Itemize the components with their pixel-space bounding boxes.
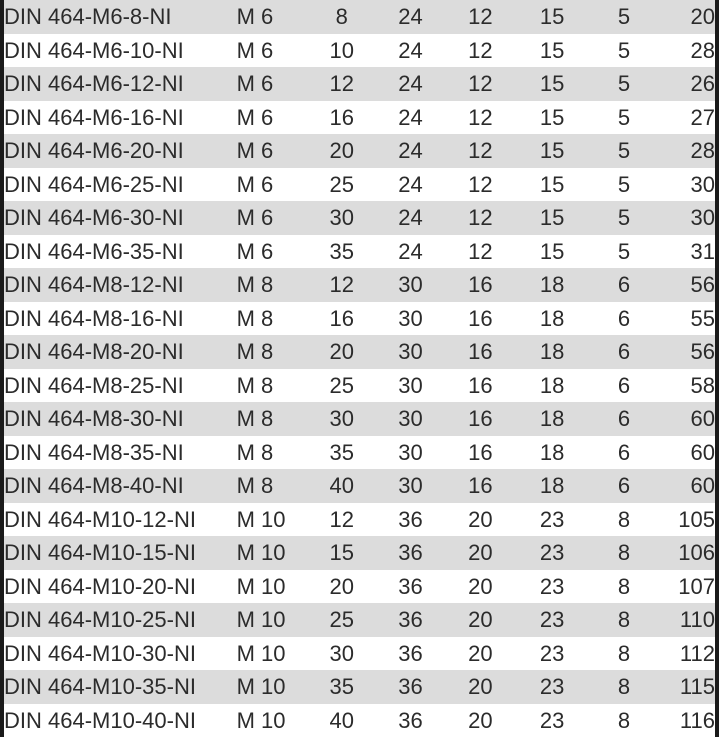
table-cell: 16 xyxy=(468,339,493,364)
table-cell: 8 xyxy=(617,707,631,733)
table-row xyxy=(4,268,715,302)
part-number-cell: DIN 464-M6-30-NI xyxy=(4,205,184,230)
table-cell: 16 xyxy=(329,104,355,130)
table-cell: 20 xyxy=(329,138,355,163)
table-cell: 30 xyxy=(398,372,423,398)
table-cell: 12 xyxy=(468,71,493,96)
table-cell: M 6 xyxy=(236,238,274,264)
table-cell: M 10 xyxy=(236,707,286,733)
table-cell: 8 xyxy=(617,640,631,666)
table-cell: 6 xyxy=(617,339,631,364)
table-cell: 30 xyxy=(690,205,715,230)
table-cell: 6 xyxy=(617,473,631,498)
part-number-cell: DIN 464-M6-10-NI xyxy=(4,37,184,63)
table-cell: 8 xyxy=(617,674,631,699)
part-number-cell: DIN 464-M6-25-NI xyxy=(4,171,184,197)
table-cell: 5 xyxy=(617,37,631,63)
table-row xyxy=(4,168,715,202)
table-row xyxy=(4,469,715,503)
table-cell: 12 xyxy=(468,205,493,230)
table-cell: 24 xyxy=(398,4,423,29)
part-number-cell: DIN 464-M6-12-NI xyxy=(4,71,184,96)
table-cell: 12 xyxy=(468,138,493,163)
table-cell: 24 xyxy=(398,238,423,264)
table-row xyxy=(4,536,715,570)
table-cell: 25 xyxy=(329,607,355,632)
table-cell: M 10 xyxy=(236,674,286,699)
table-cell: 5 xyxy=(617,138,631,163)
table-cell: 5 xyxy=(617,171,631,197)
table-cell: 30 xyxy=(398,305,423,331)
table-cell: 24 xyxy=(398,37,423,63)
table-cell: 30 xyxy=(398,473,423,498)
table-cell: 15 xyxy=(539,205,565,230)
table-cell: 56 xyxy=(690,272,715,297)
table-cell: 115 xyxy=(679,674,715,699)
table-cell: 15 xyxy=(539,4,565,29)
table-cell: 30 xyxy=(398,406,423,431)
table-cell: 23 xyxy=(539,707,565,733)
table-row xyxy=(4,34,715,68)
part-number-cell: DIN 464-M10-12-NI xyxy=(4,506,196,532)
table-cell: 40 xyxy=(329,707,355,733)
table-cell: 15 xyxy=(539,71,565,96)
table-cell: M 10 xyxy=(236,506,286,532)
table-cell: 30 xyxy=(329,205,355,230)
table-cell: 15 xyxy=(539,104,565,130)
table-cell: M 10 xyxy=(236,573,286,599)
table-row xyxy=(4,436,715,470)
table-row xyxy=(4,603,715,637)
table-cell: 107 xyxy=(678,573,715,599)
table-cell: 16 xyxy=(468,439,493,465)
table-row xyxy=(4,503,715,537)
table-cell: 35 xyxy=(329,674,355,699)
table-cell: M 6 xyxy=(236,37,274,63)
table-cell: 12 xyxy=(468,171,493,197)
part-number-cell: DIN 464-M8-30-NI xyxy=(4,406,184,431)
table-cell: M 10 xyxy=(236,540,286,565)
table-cell: 116 xyxy=(679,707,715,733)
table-cell: 12 xyxy=(329,272,355,297)
table-cell: 27 xyxy=(690,104,715,130)
table-cell: 5 xyxy=(617,205,631,230)
table-cell: 5 xyxy=(617,238,631,264)
table-cell: 24 xyxy=(398,171,423,197)
table-cell: M 8 xyxy=(236,272,274,297)
table-cell: 36 xyxy=(398,674,423,699)
table-row xyxy=(4,335,715,369)
table-cell: 35 xyxy=(329,238,355,264)
table-cell: 31 xyxy=(690,238,715,264)
table-cell: 26 xyxy=(690,71,715,96)
table-cell: 6 xyxy=(617,406,631,431)
table-row xyxy=(4,235,715,269)
table-cell: 15 xyxy=(539,238,565,264)
table-cell: 12 xyxy=(468,37,493,63)
table-cell: 12 xyxy=(329,506,355,532)
table-cell: 5 xyxy=(617,4,631,29)
table-cell: 18 xyxy=(539,406,565,431)
part-number-cell: DIN 464-M10-40-NI xyxy=(4,707,196,733)
page-bottom-margin xyxy=(0,737,719,744)
table-cell: 16 xyxy=(468,406,493,431)
table-cell: 30 xyxy=(329,406,355,431)
table-cell: 8 xyxy=(617,573,631,599)
table-cell: 16 xyxy=(468,473,493,498)
table-row xyxy=(4,704,715,738)
table-cell: 20 xyxy=(329,339,355,364)
table-cell: M 8 xyxy=(236,439,274,465)
table-cell: 20 xyxy=(468,506,493,532)
table-cell: 36 xyxy=(398,540,423,565)
table-cell: 30 xyxy=(398,439,423,465)
table-row xyxy=(4,302,715,336)
table-cell: 18 xyxy=(539,272,565,297)
table-cell: M 6 xyxy=(236,104,274,130)
table-cell: 16 xyxy=(468,372,493,398)
table-cell: M 10 xyxy=(236,640,286,666)
part-number-cell: DIN 464-M8-25-NI xyxy=(4,372,184,398)
table-cell: 20 xyxy=(468,707,493,733)
table-cell: 18 xyxy=(539,439,565,465)
table-cell: 112 xyxy=(679,640,715,666)
table-cell: 20 xyxy=(468,674,493,699)
part-number-cell: DIN 464-M10-15-NI xyxy=(4,540,196,565)
table-cell: 55 xyxy=(690,305,715,331)
table-cell: 6 xyxy=(617,372,631,398)
part-number-cell: DIN 464-M8-12-NI xyxy=(4,272,184,297)
part-number-cell: DIN 464-M8-20-NI xyxy=(4,339,184,364)
table-cell: 15 xyxy=(539,171,565,197)
table-cell: 5 xyxy=(617,104,631,130)
table-cell: 8 xyxy=(617,540,631,565)
table-cell: 18 xyxy=(539,305,565,331)
table-row xyxy=(4,369,715,403)
table-cell: 30 xyxy=(398,272,423,297)
table-cell: 12 xyxy=(468,4,493,29)
table-cell: 36 xyxy=(398,640,423,666)
part-number-cell: DIN 464-M10-30-NI xyxy=(4,640,196,666)
table-cell: 23 xyxy=(539,607,565,632)
table-cell: 23 xyxy=(539,640,565,666)
table-cell: 24 xyxy=(398,104,423,130)
table-cell: 25 xyxy=(329,372,355,398)
table-cell: 36 xyxy=(398,573,423,599)
table-cell: 16 xyxy=(468,305,493,331)
table-cell: 36 xyxy=(398,707,423,733)
table-row xyxy=(4,134,715,168)
table-cell: 110 xyxy=(679,607,715,632)
table-cell: 36 xyxy=(398,607,423,632)
table-cell: 20 xyxy=(468,640,493,666)
table-cell: 8 xyxy=(617,607,631,632)
part-number-cell: DIN 464-M6-16-NI xyxy=(4,104,184,130)
table-cell: 20 xyxy=(329,573,355,599)
table-row xyxy=(4,101,715,135)
table-cell: 15 xyxy=(329,540,355,565)
table-cell: 105 xyxy=(678,506,715,532)
table-cell: 24 xyxy=(398,205,423,230)
table-cell: 23 xyxy=(539,674,565,699)
table-cell: 20 xyxy=(690,4,715,29)
table-cell: 30 xyxy=(329,640,355,666)
table-cell: 40 xyxy=(329,473,355,498)
table-cell: 12 xyxy=(468,238,493,264)
table-cell: 60 xyxy=(690,473,715,498)
table-row xyxy=(4,0,715,34)
part-number-cell: DIN 464-M10-25-NI xyxy=(4,607,196,632)
table-row xyxy=(4,637,715,671)
table-cell: 20 xyxy=(468,573,493,599)
table-cell: 6 xyxy=(617,272,631,297)
table-cell: 56 xyxy=(690,339,715,364)
table-cell: 60 xyxy=(690,406,715,431)
table-cell: M 6 xyxy=(236,71,274,96)
table-cell: M 6 xyxy=(236,4,274,29)
table-cell: M 6 xyxy=(236,138,274,163)
table-cell: 28 xyxy=(690,37,715,63)
table-row xyxy=(4,67,715,101)
table-cell: 18 xyxy=(539,372,565,398)
table-cell: 12 xyxy=(329,71,355,96)
table-cell: 23 xyxy=(539,573,565,599)
table-cell: M 8 xyxy=(236,406,274,431)
table-row xyxy=(4,201,715,235)
table-row xyxy=(4,570,715,604)
table-cell: M 6 xyxy=(236,205,274,230)
table-cell: 10 xyxy=(329,37,355,63)
part-number-cell: DIN 464-M8-35-NI xyxy=(4,439,184,465)
part-number-cell: DIN 464-M10-20-NI xyxy=(4,573,196,599)
table-cell: 25 xyxy=(329,171,355,197)
table-cell: 23 xyxy=(539,540,565,565)
table-cell: 16 xyxy=(468,272,493,297)
part-number-cell: DIN 464-M10-35-NI xyxy=(4,674,196,699)
table-row xyxy=(4,670,715,704)
table-cell: 6 xyxy=(617,305,631,331)
table-cell: 30 xyxy=(690,171,715,197)
table-cell: 8 xyxy=(335,4,348,29)
table-cell: 60 xyxy=(690,439,715,465)
table-cell: 58 xyxy=(690,372,715,398)
table-cell: M 6 xyxy=(236,171,274,197)
table-cell: 15 xyxy=(539,138,565,163)
table-cell: 35 xyxy=(329,439,355,465)
table-cell: 18 xyxy=(539,473,565,498)
table-cell: M 8 xyxy=(236,372,274,398)
table-cell: M 8 xyxy=(236,339,274,364)
table-cell: 16 xyxy=(329,305,355,331)
table-cell: 12 xyxy=(468,104,493,130)
part-number-cell: DIN 464-M6-8-NI xyxy=(4,4,172,29)
table-cell: 24 xyxy=(398,138,423,163)
table-cell: M 8 xyxy=(236,473,274,498)
table-cell: 15 xyxy=(539,37,565,63)
table-row xyxy=(4,402,715,436)
table-cell: 24 xyxy=(398,71,423,96)
table-cell: 20 xyxy=(468,540,493,565)
table-cell: 6 xyxy=(617,439,631,465)
part-number-cell: DIN 464-M6-35-NI xyxy=(4,238,184,264)
spec-table xyxy=(4,0,715,737)
table-cell: 36 xyxy=(398,506,423,532)
table-cell: M 10 xyxy=(236,607,286,632)
part-number-cell: DIN 464-M8-40-NI xyxy=(4,473,184,498)
table-cell: 28 xyxy=(690,138,715,163)
table-cell: M 8 xyxy=(236,305,274,331)
table-cell: 5 xyxy=(617,71,631,96)
part-number-cell: DIN 464-M8-16-NI xyxy=(4,305,184,331)
spec-table-body xyxy=(4,0,715,737)
table-cell: 8 xyxy=(617,506,631,532)
part-number-cell: DIN 464-M6-20-NI xyxy=(4,138,184,163)
table-cell: 23 xyxy=(539,506,565,532)
table-cell: 20 xyxy=(468,607,493,632)
table-cell: 18 xyxy=(539,339,565,364)
table-cell: 106 xyxy=(678,540,715,565)
table-cell: 30 xyxy=(398,339,423,364)
